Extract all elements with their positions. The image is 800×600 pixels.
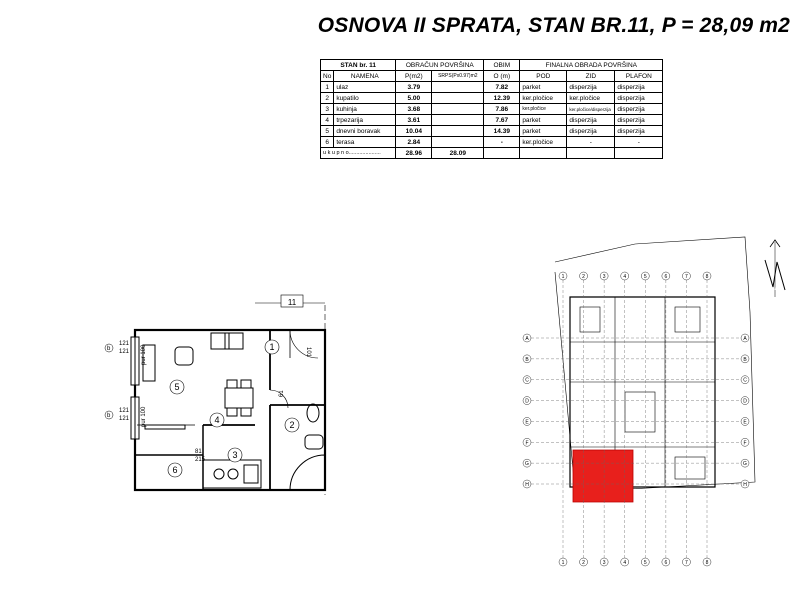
- axis-label-side: D: [743, 398, 747, 405]
- table-row: [321, 104, 663, 115]
- dim-121-top-a: 121: [119, 341, 130, 347]
- header-finalna: FINALNA OBRADA POVRŠINA: [520, 60, 663, 71]
- door-label-101: 101: [305, 347, 311, 358]
- cell-p: 10.04: [396, 126, 432, 137]
- north-label: N: [773, 286, 776, 291]
- room-number-1: 1: [269, 342, 275, 352]
- dim-b-bottom: b: [107, 413, 111, 419]
- cell-pod: parket: [520, 115, 567, 126]
- window-label-top: pur 100: [141, 344, 147, 365]
- room-number-4: 4: [214, 415, 220, 425]
- table-row: [321, 82, 663, 93]
- axis-label-side: G: [525, 461, 529, 468]
- cell-plafon: disperzija: [615, 126, 663, 137]
- axis-label-top: 6: [664, 274, 668, 280]
- col-namena: NAMENA: [334, 71, 396, 82]
- cell-p: 5.00: [396, 93, 432, 104]
- cell-o: 12.39: [484, 93, 520, 104]
- cell-p: 3.79: [396, 82, 432, 93]
- axis-label-side: C: [743, 377, 747, 384]
- window-label-bottom: pur 100: [141, 406, 147, 427]
- cell-name: ulaz: [334, 82, 396, 93]
- col-pod: POD: [520, 71, 567, 82]
- axis-label-top: 5: [643, 560, 647, 566]
- cell-zid: disperzija: [567, 82, 615, 93]
- axis-label-top: 7: [685, 560, 688, 566]
- cell-plafon: -: [615, 137, 663, 148]
- cell-pod: ker.pločice: [520, 104, 567, 115]
- cell-name: kuhinja: [334, 104, 396, 115]
- header-stan: STAN br. 11: [321, 60, 396, 71]
- total-srps: 28.09: [432, 148, 484, 159]
- dim-b-top: b: [107, 346, 111, 352]
- col-p: P(m2): [396, 71, 432, 82]
- cell-name: dnevni boravak: [334, 126, 396, 137]
- axis-label-side: B: [743, 356, 747, 363]
- cell-plafon: disperzija: [615, 82, 663, 93]
- room-number-6: 6: [172, 465, 178, 475]
- table-total-row: [321, 148, 663, 159]
- axis-label-top: 1: [561, 274, 565, 280]
- axis-label-side: E: [743, 419, 747, 426]
- cell-pod: parket: [520, 82, 567, 93]
- room-number-3: 3: [232, 450, 238, 460]
- axis-label-top: 2: [582, 274, 585, 280]
- door-label-215: 215: [195, 457, 206, 463]
- axis-label-top: 8: [705, 274, 709, 280]
- axis-label-side: C: [525, 377, 529, 384]
- cell-srps: [432, 104, 484, 115]
- dim-121-bottom-b: 121: [119, 416, 130, 422]
- table-header-row-2: [321, 71, 663, 82]
- axis-label-side: D: [525, 398, 529, 405]
- total-label: u k u p n o.....................: [321, 148, 396, 159]
- col-srps: SRPS(Px0.97)m2: [432, 71, 484, 82]
- cell-no: 5: [321, 126, 334, 137]
- cell-pod: parket: [520, 126, 567, 137]
- cell-srps: [432, 115, 484, 126]
- cell-p: 3.68: [396, 104, 432, 115]
- dim-121-top-b: 121: [119, 349, 130, 355]
- axis-label-top: 7: [685, 274, 688, 280]
- axis-label-top: 8: [705, 560, 709, 566]
- cell-o: 14.39: [484, 126, 520, 137]
- cell-name: trpezarija: [334, 115, 396, 126]
- axis-label-side: A: [525, 336, 529, 342]
- cell-pod: ker.pločice: [520, 137, 567, 148]
- cell-srps: [432, 82, 484, 93]
- area-table: [320, 59, 663, 159]
- table-row: [321, 93, 663, 104]
- axis-label-side: H: [525, 482, 529, 488]
- door-label-81: 81: [195, 449, 202, 455]
- axis-label-top: 2: [582, 560, 585, 566]
- axis-label-top: 5: [643, 274, 647, 280]
- axis-label-side: A: [743, 336, 747, 342]
- cell-plafon: disperzija: [615, 104, 663, 115]
- col-zid: ZID: [567, 71, 615, 82]
- table-row: [321, 137, 663, 148]
- cell-o: -: [484, 137, 520, 148]
- axis-label-top: 4: [623, 560, 627, 566]
- cell-srps: [432, 126, 484, 137]
- header-obracun: OBRAČUN POVRŠINA: [396, 60, 484, 71]
- floor-key-plan: [515, 232, 800, 597]
- cell-pod: ker.pločice: [520, 93, 567, 104]
- cell-no: 4: [321, 115, 334, 126]
- cell-plafon: disperzija: [615, 115, 663, 126]
- cell-zid: ker.pločice/disperzija: [567, 104, 615, 115]
- marker-label: 11: [287, 298, 297, 307]
- cell-zid: ker.pločice: [567, 93, 615, 104]
- col-plafon: PLAFON: [615, 71, 663, 82]
- table-row: [321, 115, 663, 126]
- cell-p: 3.61: [396, 115, 432, 126]
- axis-label-side: G: [743, 461, 747, 468]
- axis-label-side: F: [743, 440, 747, 447]
- cell-no: 1: [321, 82, 334, 93]
- header-obim: OBIM: [484, 60, 520, 71]
- cell-o: 7.67: [484, 115, 520, 126]
- axis-label-top: 3: [602, 560, 606, 566]
- axis-label-top: 4: [623, 274, 627, 280]
- section-marker: [281, 295, 303, 307]
- room-number-5: 5: [174, 382, 180, 392]
- door-label-61: 61: [279, 390, 285, 397]
- page-title: OSNOVA II SPRATA, STAN BR.11, P = 28,09 m2: [317, 14, 790, 37]
- total-p: 28.96: [396, 148, 432, 159]
- cell-srps: [432, 93, 484, 104]
- col-no: No: [321, 71, 334, 82]
- dim-121-bottom-a: 121: [119, 408, 130, 414]
- cell-name: terasa: [334, 137, 396, 148]
- cell-o: 7.82: [484, 82, 520, 93]
- cell-no: 6: [321, 137, 334, 148]
- cell-name: kupatilo: [334, 93, 396, 104]
- axis-label-top: 1: [561, 560, 565, 566]
- cell-no: 3: [321, 104, 334, 115]
- table-row: [321, 126, 663, 137]
- cell-zid: disperzija: [567, 126, 615, 137]
- cell-plafon: disperzija: [615, 93, 663, 104]
- room-number-2: 2: [289, 420, 295, 430]
- cell-srps: [432, 137, 484, 148]
- apartment-floor-plan: [95, 285, 345, 500]
- cell-no: 2: [321, 93, 334, 104]
- highlighted-apartment: [573, 450, 633, 502]
- axis-label-side: F: [525, 440, 529, 447]
- cell-o: 7.86: [484, 104, 520, 115]
- axis-label-side: H: [743, 482, 747, 488]
- table-header-row-1: [321, 60, 663, 71]
- axis-label-top: 3: [602, 274, 606, 280]
- axis-label-side: E: [525, 419, 529, 426]
- cell-zid: disperzija: [567, 115, 615, 126]
- cell-zid: -: [567, 137, 615, 148]
- axis-label-top: 6: [664, 560, 668, 566]
- axis-label-side: B: [525, 356, 529, 363]
- col-o: O (m): [484, 71, 520, 82]
- cell-p: 2.84: [396, 137, 432, 148]
